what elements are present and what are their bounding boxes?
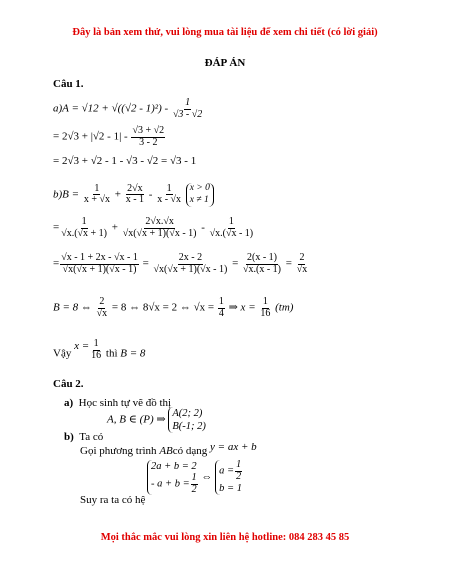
points-set-expr: A, B ∈ (P) ⇒ (107, 413, 166, 426)
gpt-eq: y = ax + b (210, 441, 257, 453)
system-1: 2a + b = 2 - a + b = $\frac{1}{2}$ (147, 460, 199, 495)
q2-part-b (64, 431, 103, 443)
solve-start: B = 8 ⇔ (53, 301, 92, 314)
points-system: A(2; 2) B(-1; 2) (168, 407, 206, 433)
fraction: $\frac{2x - 2}{√x(√x + 1)(√x - 1)}$ (153, 252, 228, 275)
conclusion-vay: Vậy (53, 347, 72, 360)
q2-suy-ra: Suy ra ta có hệ (80, 494, 146, 506)
fraction: $\frac{1}{√3 - √2}$ (172, 97, 203, 120)
fraction: $\frac{1}{√x.(√x - 1)}$ (209, 216, 254, 239)
fraction: $\frac{√3 + √2}{3 - 2}$ (132, 125, 165, 148)
equiv-sign: ⇔ (201, 471, 213, 484)
gpt-text: Gọi phương trình (80, 445, 157, 457)
part-b-B: B = (62, 188, 80, 201)
conclusion-line (53, 338, 146, 365)
page-title: ĐÁP ÁN (204, 57, 246, 69)
q2-a-label: a) (64, 397, 74, 409)
fraction: $\frac{1}{x - √x}$ (157, 182, 182, 206)
solve-mid: = 8 ⇔ 8√x = 2 ⇔ √x = (111, 301, 215, 314)
part-b-solve-line (53, 297, 293, 319)
fraction: $\frac{2(x - 1)}{√x.(x - 1)}$ (243, 252, 282, 275)
solve-tm: (tm) (275, 301, 294, 314)
condition-block: x > 0 x ≠ 1 (186, 183, 214, 207)
hotline-notice: Mọi thắc mắc vui lòng xin liên hệ hotline: 084 283 45 85 (100, 532, 350, 543)
part-a-label: a) (53, 102, 63, 115)
fraction: $\frac{√x - 1 + 2x - √x - 1}{√x(√x + 1)(√x - 1)}$ (61, 252, 138, 275)
part-b-label: b) (53, 188, 63, 201)
q2-systems (147, 460, 243, 495)
question-2-label: Câu 2. (53, 378, 84, 390)
part-b-line-3: = $\frac{√x - 1 + 2x - √x - 1}{√x(√x + 1)(√x - 1)}$ = $\frac{2x - 2}{√x(√x + 1)(√x - 1)}$ = $\frac{2(x - 1)}{√x.(x - 1)}$ = $\frac{2}{√x}$ (53, 252, 308, 275)
fraction: $\frac{2}{√x}$ (296, 252, 308, 275)
fraction: $\frac{1}{√x.(√x + 1)}$ (61, 216, 107, 239)
conclusion-B: B = 8 (120, 347, 146, 360)
preview-notice: Đây là bản xem thử, vui lòng mua tài liệu để xem chi tiết (có lời giải) (72, 27, 378, 38)
q2-b-text: Ta có (79, 431, 104, 443)
q2-a-text: Học sinh tự vẽ đồ thị (78, 397, 172, 409)
part-a-line-2 (53, 126, 166, 148)
part-b-line-2: = $\frac{1}{√x.(√x + 1)}$ + $\frac{2√x.√x}{√x(√x + 1)(√x - 1)}$ - $\frac{1}{√x.(√x - 1)}$ (53, 216, 254, 239)
fraction: $\frac{2}{√x}$ (96, 296, 108, 319)
fraction: $\frac{2√x.√x}{√x(√x + 1)(√x - 1)}$ (122, 216, 197, 239)
question-1-label: Câu 1. (53, 78, 84, 90)
part-a-expr-2: = 2√3 + |√2 - 1| - (53, 130, 128, 143)
gpt-codang: có dạng (172, 445, 208, 457)
q2-points-set (107, 407, 206, 433)
conclusion-thi: thì (105, 347, 118, 360)
fraction: $\frac{1}{16}$ (260, 296, 271, 319)
part-a-line-1 (53, 98, 204, 120)
gpt-AB: AB (159, 445, 173, 457)
conclusion-x: x = (74, 339, 90, 352)
part-a-expr-1: A = √12 + √((√2 - 1)²) - (62, 102, 169, 115)
fraction: $\frac{1}{x + √x}$ (83, 182, 110, 206)
fraction: $\frac{1}{4}$ (218, 296, 224, 319)
solve-then: ⇒ x = (228, 301, 256, 314)
part-b-line-1: b)B = $\frac{1}{x + √x}$ + $\frac{2√x}{x - 1}$ - $\frac{1}{x - √x}$ x > 0 x ≠ 1 (53, 183, 214, 207)
fraction: $\frac{1}{16}$ (91, 338, 102, 361)
system-2: a = $\frac{1}{2}$ b = 1 (215, 460, 243, 495)
q2-line-equation (80, 441, 257, 457)
fraction: $\frac{1}{2}$ (236, 459, 242, 482)
fraction: $\frac{2√x}{x - 1}$ (125, 182, 145, 206)
part-a-line-3: = 2√3 + √2 - 1 - √3 - √2 = √3 - 1 (53, 155, 197, 167)
q2-b-label: b) (64, 431, 74, 443)
fraction: $\frac{1}{2}$ (191, 472, 197, 495)
